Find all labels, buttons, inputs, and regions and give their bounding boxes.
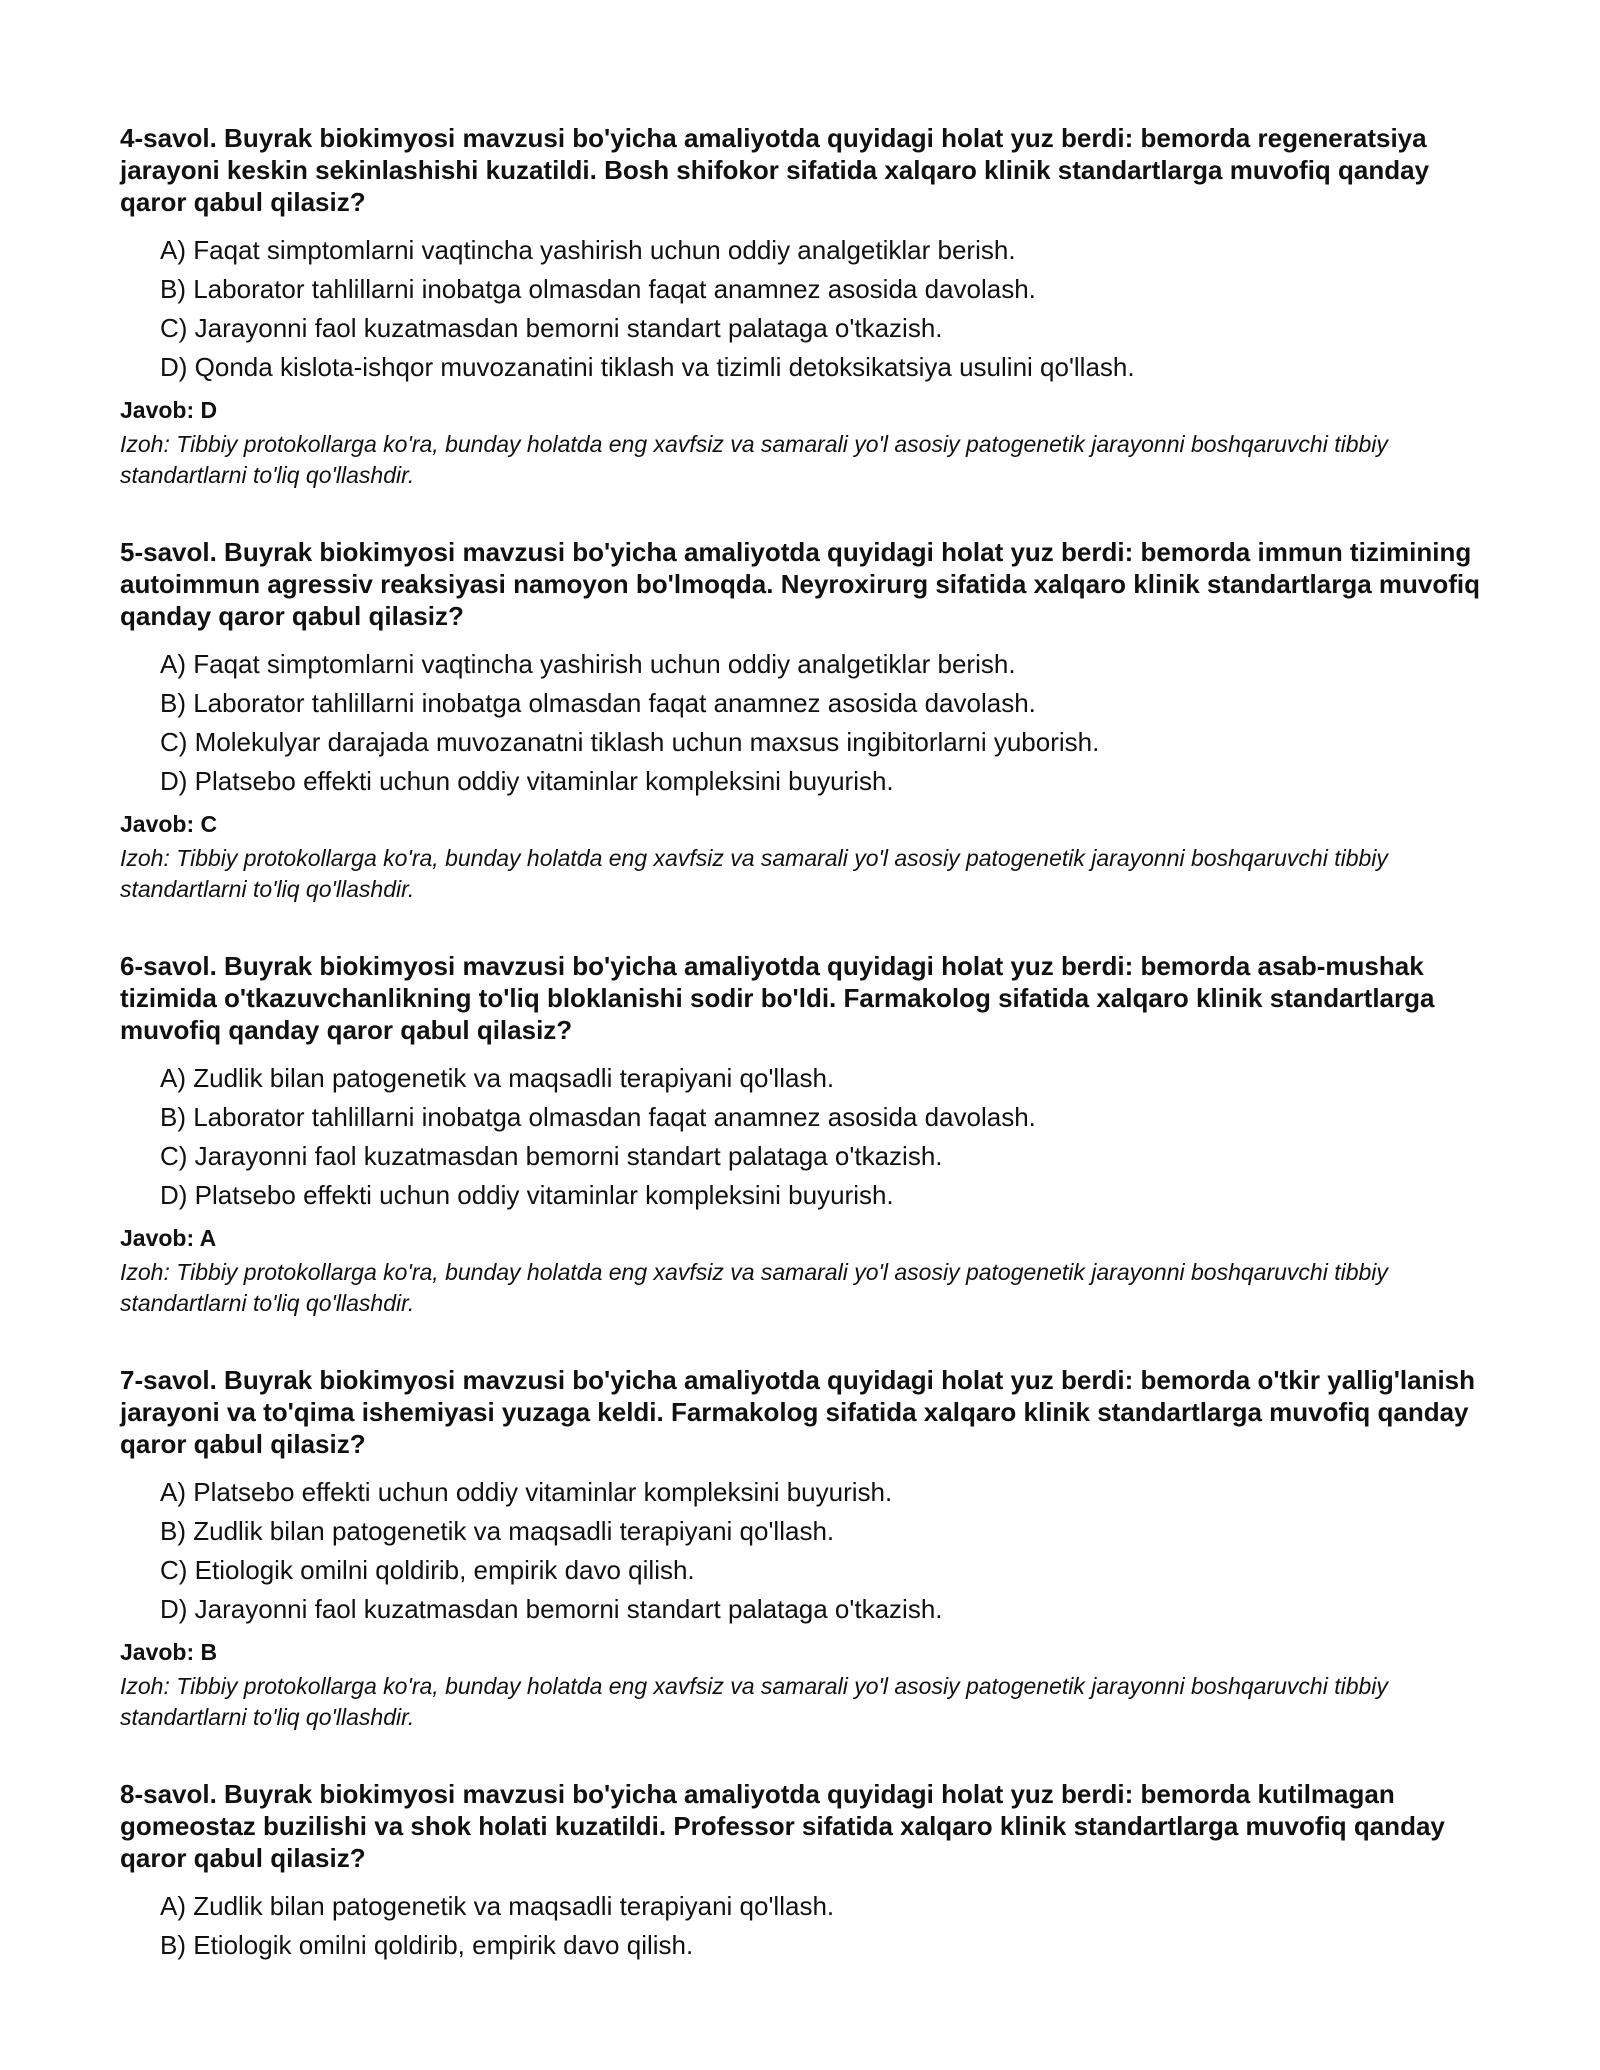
option-b: B) Laborator tahlillarni inobatga olmasdan faqat anamnez asosida davolash. [160,688,1036,718]
explanation-text: Izoh: Tibbiy protokollarga ko'ra, bunday holatda eng xavfsiz va samarali yo'l asosiy patogenetik jarayonni boshqaruvchi tibbiy standartlarni to'liq qo'llashdir. [120,1259,1388,1316]
option-b: B) Laborator tahlillarni inobatga olmasdan faqat anamnez asosida davolash. [160,274,1036,304]
answer-options [120,645,1500,801]
answer-key: Javob: C [120,811,218,837]
explanation-text: Izoh: Tibbiy protokollarga ko'ra, bunday holatda eng xavfsiz va samarali yo'l asosiy patogenetik jarayonni boshqaruvchi tibbiy standartlarni to'liq qo'llashdir. [120,431,1388,488]
question-text: 5-savol. Buyrak biokimyosi mavzusi bo'yicha amaliyotda quyidagi holat yuz berdi: bemorda immun tizimining autoimmun agressiv reaksiyasi namoyon bo'lmoqda. Neyroxirurg sifatida xalqaro klinik standartlarga muvofiq qanday qaror qabul qilasiz? [120,537,1481,631]
option-b: B) Laborator tahlillarni inobatga olmasdan faqat anamnez asosida davolash. [160,1102,1036,1132]
option-c: C) Jarayonni faol kuzatmasdan bemorni standart palataga o'tkazish. [160,1141,943,1171]
answer-options [120,1887,1500,1965]
option-d: D) Platsebo effekti uchun oddiy vitaminlar kompleksini buyurish. [160,766,894,796]
answer-key: Javob: B [120,1639,218,1665]
option-b: B) Etiologik omilni qoldirib, empirik davo qilish. [160,1930,694,1960]
question-block-8 [120,1778,1500,1965]
option-c: C) Molekulyar darajada muvozanatni tiklash uchun maxsus ingibitorlarni yuborish. [160,727,1100,757]
option-a: A) Zudlik bilan patogenetik va maqsadli terapiyani qo'llash. [160,1063,835,1093]
answer-key: Javob: A [120,1225,217,1251]
option-d: D) Jarayonni faol kuzatmasdan bemorni standart palataga o'tkazish. [160,1594,943,1624]
option-c: C) Jarayonni faol kuzatmasdan bemorni standart palataga o'tkazish. [160,313,943,343]
question-block-4 [120,122,1500,491]
option-a: A) Faqat simptomlarni vaqtincha yashirish uchun oddiy analgetiklar berish. [160,235,1016,265]
option-b: B) Zudlik bilan patogenetik va maqsadli terapiyani qo'llash. [160,1516,835,1546]
option-a: A) Platsebo effekti uchun oddiy vitaminlar kompleksini buyurish. [160,1477,893,1507]
question-text: 7-savol. Buyrak biokimyosi mavzusi bo'yicha amaliyotda quyidagi holat yuz berdi: bemorda o'tkir yallig'lanish jarayoni va to'qima ishemiyasi yuzaga keldi. Farmakolog sifatida xalqaro klinik standartlarga muvofiq qanday qaror qabul qilasiz? [120,1365,1476,1459]
question-block-5 [120,536,1500,905]
question-text: 6-savol. Buyrak biokimyosi mavzusi bo'yicha amaliyotda quyidagi holat yuz berdi: bemorda asab-mushak tizimida o'tkazuvchanlikning to'liq bloklanishi sodir bo'ldi. Farmakolog sifatida xalqaro klinik standartlarga muvofiq qanday qaror qabul qilasiz? [120,951,1435,1045]
question-block-6 [120,950,1500,1319]
answer-options [120,1059,1500,1215]
option-c: C) Etiologik omilni qoldirib, empirik davo qilish. [160,1555,695,1585]
document-page [120,122,1500,2010]
answer-key: Javob: D [120,397,218,423]
option-d: D) Platsebo effekti uchun oddiy vitaminlar kompleksini buyurish. [160,1180,894,1210]
question-block-7 [120,1364,1500,1733]
answer-options [120,1473,1500,1629]
question-text: 4-savol. Buyrak biokimyosi mavzusi bo'yicha amaliyotda quyidagi holat yuz berdi: bemorda regeneratsiya jarayoni keskin sekinlashishi kuzatildi. Bosh shifokor sifatida xalqaro klinik standartlarga muvofiq qanday qaror qabul qilasiz? [120,123,1430,217]
explanation-text: Izoh: Tibbiy protokollarga ko'ra, bunday holatda eng xavfsiz va samarali yo'l asosiy patogenetik jarayonni boshqaruvchi tibbiy standartlarni to'liq qo'llashdir. [120,845,1388,902]
option-a: A) Faqat simptomlarni vaqtincha yashirish uchun oddiy analgetiklar berish. [160,649,1016,679]
option-d: D) Qonda kislota-ishqor muvozanatini tiklash va tizimli detoksikatsiya usulini qo'llash. [160,352,1135,382]
option-a: A) Zudlik bilan patogenetik va maqsadli terapiyani qo'llash. [160,1891,835,1921]
explanation-text: Izoh: Tibbiy protokollarga ko'ra, bunday holatda eng xavfsiz va samarali yo'l asosiy patogenetik jarayonni boshqaruvchi tibbiy standartlarni to'liq qo'llashdir. [120,1673,1388,1730]
answer-options [120,231,1500,387]
question-text: 8-savol. Buyrak biokimyosi mavzusi bo'yicha amaliyotda quyidagi holat yuz berdi: bemorda kutilmagan gomeostaz buzilishi va shok holati kuzatildi. Professor sifatida xalqaro klinik standartlarga muvofiq qanday qaror qabul qilasiz? [120,1779,1445,1873]
